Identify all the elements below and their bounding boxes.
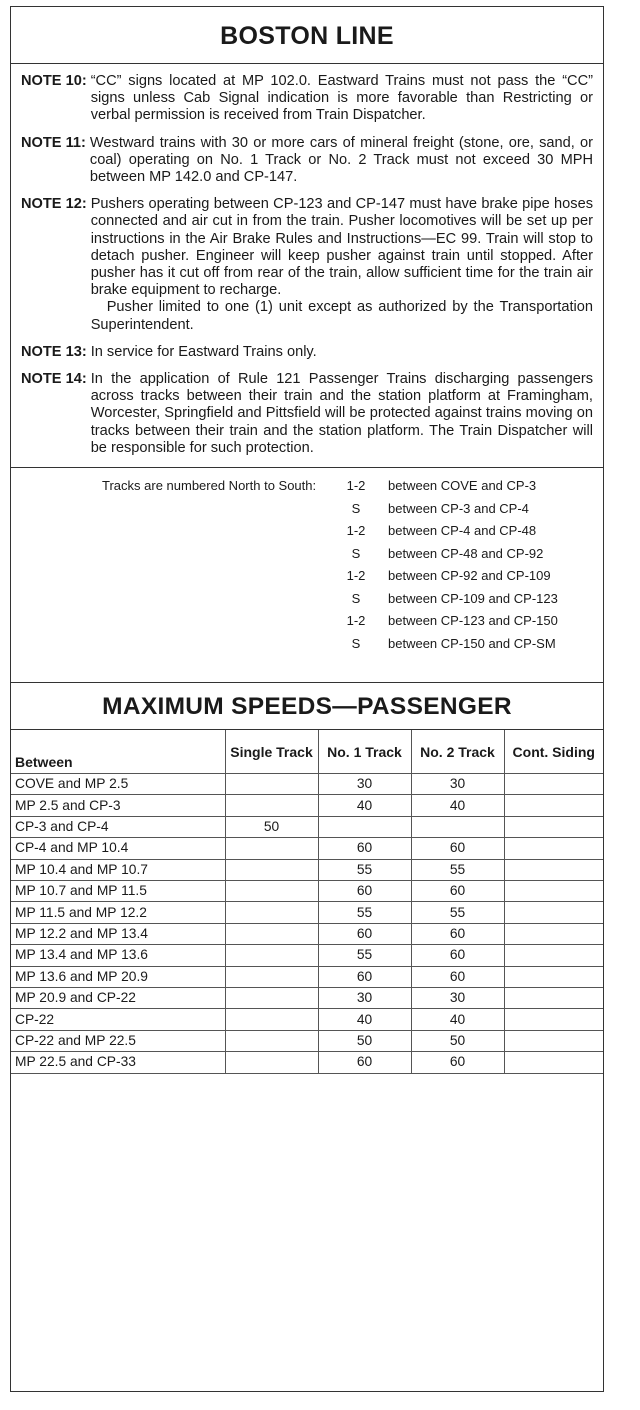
segment-cell: MP 20.9 and CP-22 [11, 987, 225, 1008]
speed-cell: 55 [318, 902, 411, 923]
track-row [11, 523, 603, 545]
speed-cell: 50 [225, 816, 318, 837]
track-description: between COVE and CP-3 [388, 478, 537, 494]
speed-cell [225, 902, 318, 923]
segment-cell: CP-22 [11, 1009, 225, 1030]
speed-table-header [11, 730, 603, 774]
speed-cell [225, 923, 318, 944]
speed-cell: 55 [318, 945, 411, 966]
table-row [11, 1030, 603, 1051]
speed-cell: 60 [411, 966, 504, 987]
column-header: No. 2 Track [411, 730, 504, 774]
track-code: 1-2 [346, 568, 366, 584]
note-paragraph: “CC” signs located at MP 102.0. Eastward Trains must not pass the “CC” signs unless Cab Signal indication is more favorable than Restricting or verbal permission is received from Train Dispatcher. [90, 73, 593, 124]
note-text [90, 135, 593, 187]
speed-cell: 40 [411, 1009, 504, 1030]
track-description: between CP-48 and CP-92 [388, 545, 544, 561]
speed-cell [225, 945, 318, 966]
table-row [11, 1052, 603, 1073]
track-description: between CP-109 and CP-123 [388, 590, 558, 606]
note-item [21, 196, 593, 334]
speed-cell [504, 902, 603, 923]
track-row [11, 546, 603, 568]
note-text [91, 344, 593, 361]
speed-cell [504, 966, 603, 987]
table-row [11, 1009, 603, 1030]
speed-cell [225, 859, 318, 880]
speed-cell [504, 881, 603, 902]
speed-cell [225, 1030, 318, 1051]
note-label: NOTE 14: [21, 371, 87, 388]
speed-cell: 55 [318, 859, 411, 880]
note-item [21, 73, 593, 125]
speed-cell: 60 [318, 1052, 411, 1073]
track-row [11, 568, 603, 590]
speed-cell: 55 [411, 902, 504, 923]
note-item [21, 344, 593, 361]
column-header: Single Track [225, 730, 318, 774]
note-text [91, 371, 593, 457]
speed-cell [504, 838, 603, 859]
speed-cell [504, 1030, 603, 1051]
speed-cell: 60 [411, 945, 504, 966]
speed-cell: 40 [411, 795, 504, 816]
speed-cell [504, 1052, 603, 1073]
speed-cell: 30 [411, 774, 504, 795]
segment-cell: CP-3 and CP-4 [11, 816, 225, 837]
speed-cell: 30 [318, 774, 411, 795]
track-numbering-section [11, 468, 603, 682]
speed-cell [411, 816, 504, 837]
notes-section [11, 64, 603, 457]
note-paragraph: In service for Eastward Trains only. [90, 343, 317, 360]
page-title: BOSTON LINE [11, 7, 603, 64]
speed-cell: 60 [411, 838, 504, 859]
speed-cell: 60 [318, 838, 411, 859]
track-code: 1-2 [346, 523, 366, 539]
note-paragraph: Westward trains with 30 or more cars of mineral freight (stone, ore, sand, or coal) operating on No. 1 Track or No. 2 Track must not exceed 30 MPH between MP 142.0 and CP-147. [89, 134, 593, 186]
speed-cell [504, 795, 603, 816]
note-label: NOTE 13: [21, 343, 87, 360]
table-row [11, 923, 603, 944]
track-row [11, 636, 603, 658]
track-row [11, 478, 603, 500]
speed-cell [225, 838, 318, 859]
segment-cell: MP 10.4 and MP 10.7 [11, 859, 225, 880]
speed-cell [504, 774, 603, 795]
table-row [11, 795, 603, 816]
speed-cell [504, 816, 603, 837]
note-paragraph: Pusher limited to one (1) unit except as authorized by the Transportation Superintendent. [90, 299, 593, 333]
segment-cell: MP 10.7 and MP 11.5 [11, 881, 225, 902]
speed-cell [504, 945, 603, 966]
table-row [11, 838, 603, 859]
speed-cell [504, 1009, 603, 1030]
track-description: between CP-4 and CP-48 [388, 523, 537, 539]
speed-cell [225, 987, 318, 1008]
track-numbering-intro: Tracks are numbered North to South: [102, 478, 317, 494]
note-label: NOTE 10: [21, 73, 87, 89]
table-row [11, 902, 603, 923]
column-header: Between [11, 730, 225, 774]
table-row [11, 881, 603, 902]
speed-cell: 40 [318, 795, 411, 816]
speed-cell: 30 [411, 987, 504, 1008]
track-description: between CP-92 and CP-109 [388, 568, 551, 584]
table-row [11, 816, 603, 837]
segment-cell: COVE and MP 2.5 [11, 774, 225, 795]
table-row [11, 774, 603, 795]
table-row [11, 987, 603, 1008]
speed-cell: 60 [411, 923, 504, 944]
column-header: Cont. Siding [504, 730, 603, 774]
segment-cell: CP-4 and MP 10.4 [11, 838, 225, 859]
speed-cell: 60 [411, 881, 504, 902]
speed-cell [225, 966, 318, 987]
track-code: S [351, 545, 361, 561]
speed-cell: 55 [411, 859, 504, 880]
speed-cell [225, 774, 318, 795]
speeds-title: MAXIMUM SPEEDS—PASSENGER [11, 683, 603, 730]
speed-table [11, 730, 603, 1073]
track-row [11, 591, 603, 613]
track-code: S [351, 635, 361, 651]
track-code: S [351, 590, 361, 606]
note-label: NOTE 12: [21, 196, 87, 213]
note-label: NOTE 11: [21, 134, 86, 151]
note-text [91, 196, 593, 334]
speed-cell [318, 816, 411, 837]
table-row [11, 859, 603, 880]
note-item [21, 371, 593, 457]
speed-cell: 60 [318, 966, 411, 987]
speed-cell [504, 859, 603, 880]
speed-cell [225, 881, 318, 902]
table-row [11, 966, 603, 987]
note-paragraph: Pushers operating between CP-123 and CP-147 must have brake pipe hoses connected and air cut in from the train. Pusher locomotives will be set up per instructions in the Air Brake Rules and Instructions—EC 99. Train will stop to detach pusher. Engineer will keep pusher against train until stopped. After pusher has it cut off from rear of the train, allow sufficient time for the train air brake equipment to recharge. [90, 196, 593, 299]
speed-cell: 30 [318, 987, 411, 1008]
track-code: S [351, 500, 361, 516]
segment-cell: MP 11.5 and MP 12.2 [11, 902, 225, 923]
track-description: between CP-3 and CP-4 [388, 500, 529, 516]
speed-cell: 50 [411, 1030, 504, 1051]
track-description: between CP-123 and CP-150 [388, 613, 558, 629]
timetable-page [10, 6, 604, 1392]
segment-cell: CP-22 and MP 22.5 [11, 1030, 225, 1051]
segment-cell: MP 13.6 and MP 20.9 [11, 966, 225, 987]
track-row [11, 501, 603, 523]
segment-cell: MP 12.2 and MP 13.4 [11, 923, 225, 944]
note-item [21, 135, 593, 187]
track-code: 1-2 [346, 613, 366, 629]
speed-cell [225, 795, 318, 816]
speed-cell: 60 [318, 923, 411, 944]
speed-cell [504, 987, 603, 1008]
note-text [91, 73, 593, 125]
speed-cell: 60 [411, 1052, 504, 1073]
segment-cell: MP 13.4 and MP 13.6 [11, 945, 225, 966]
speed-cell: 60 [318, 881, 411, 902]
track-description: between CP-150 and CP-SM [388, 635, 556, 651]
speed-cell [504, 923, 603, 944]
note-paragraph: In the application of Rule 121 Passenger Trains discharging passengers across tracks between their train and the station platform at Framingham, Worcester, Springfield and Pittsfield will be protected against trains moving on tracks between their train and the station platform. The Train Dispatcher will be responsible for such protection. [90, 371, 593, 456]
segment-cell: MP 2.5 and CP-3 [11, 795, 225, 816]
speed-cell: 40 [318, 1009, 411, 1030]
table-row [11, 945, 603, 966]
speed-cell: 50 [318, 1030, 411, 1051]
column-header: No. 1 Track [318, 730, 411, 774]
track-code: 1-2 [346, 478, 366, 494]
speed-cell [225, 1009, 318, 1030]
segment-cell: MP 22.5 and CP-33 [11, 1052, 225, 1073]
track-row [11, 613, 603, 635]
speed-cell [225, 1052, 318, 1073]
